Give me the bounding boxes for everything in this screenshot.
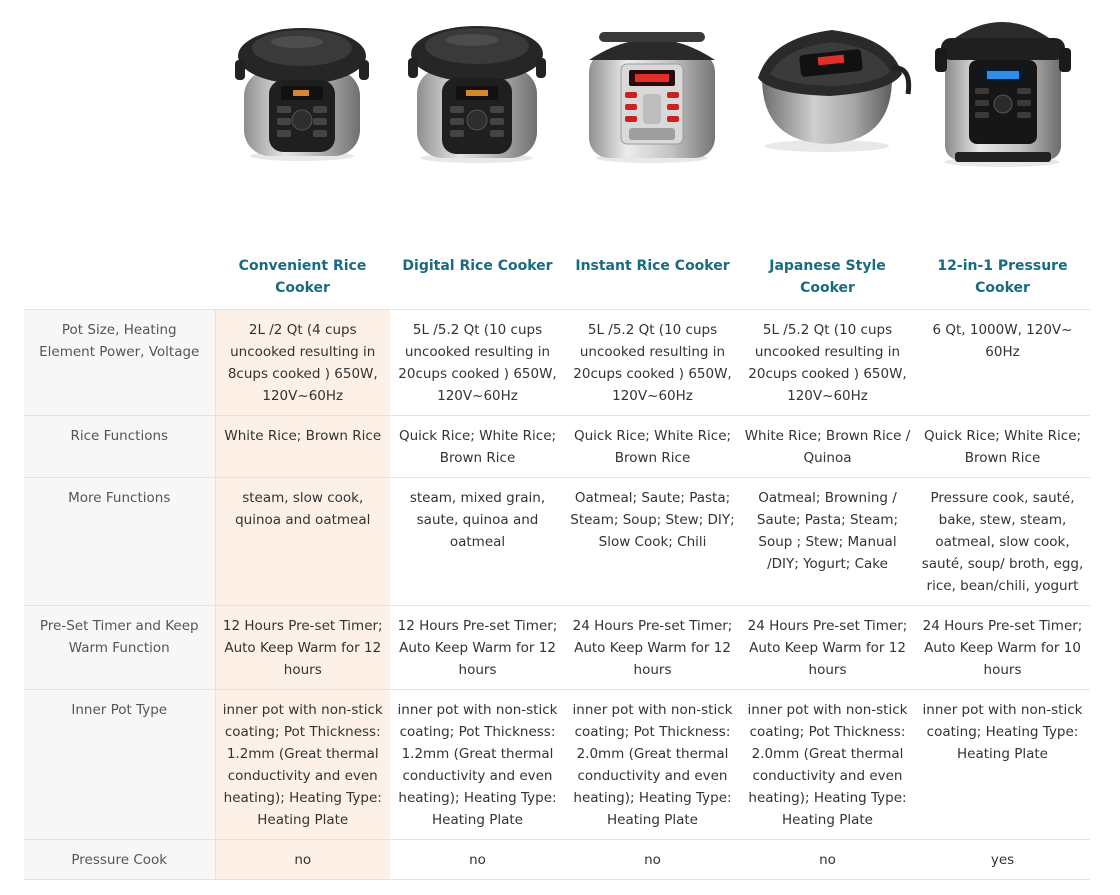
table-cell: 5L /5.2 Qt (10 cups uncooked resulting in 20cups cooked ) 650W, 120V~60Hz (565, 310, 740, 416)
rice-cooker-image[interactable] (215, 8, 390, 168)
table-cell: steam, slow cook, quinoa and oatmeal (215, 478, 390, 606)
row-label: Pre-Set Timer and Keep Warm Function (24, 606, 215, 690)
pressure-cooker-image[interactable] (915, 8, 1090, 168)
rice-cooker-image[interactable] (740, 8, 915, 168)
table-cell: no (215, 840, 390, 880)
table-cell: 5L /5.2 Qt (10 cups uncooked resulting in 20cups cooked ) 650W, 120V~60Hz (390, 310, 565, 416)
table-cell: 24 Hours Pre-set Timer; Auto Keep Warm for 10 hours (915, 606, 1090, 690)
row-label: Rice Functions (24, 416, 215, 478)
table-cell: 24 Hours Pre-set Timer; Auto Keep Warm for 12 hours (565, 606, 740, 690)
table-cell: inner pot with non-stick coating; Heating Type: Heating Plate (915, 690, 1090, 840)
row-label: Inner Pot Type (24, 690, 215, 840)
row-label: Pressure Cook (24, 840, 215, 880)
table-cell: Quick Rice; White Rice; Brown Rice (915, 416, 1090, 478)
table-cell: 12 Hours Pre-set Timer; Auto Keep Warm for 12 hours (215, 606, 390, 690)
table-row (24, 840, 1090, 880)
table-cell: Oatmeal; Browning / Saute; Pasta; Steam; Soup ; Stew; Manual /DIY; Yogurt; Cake (740, 478, 915, 606)
product-title[interactable]: Convenient Rice Cooker (238, 258, 367, 296)
rice-cooker-image[interactable] (390, 8, 565, 168)
table-cell: 24 Hours Pre-set Timer; Auto Keep Warm for 12 hours (740, 606, 915, 690)
table-cell: Pressure cook, sauté, bake, stew, steam, oatmeal, slow cook, sauté, soup/ broth, egg, rice, bean/chili, yogurt (915, 478, 1090, 606)
table-cell: steam, mixed grain, saute, quinoa and oatmeal (390, 478, 565, 606)
table-cell: no (565, 840, 740, 880)
table-row (24, 310, 1090, 416)
table-cell: Quick Rice; White Rice; Brown Rice (565, 416, 740, 478)
table-cell: inner pot with non-stick coating; Pot Thickness: 1.2mm (Great thermal conductivity and even heating); Heating Type: Heating Plate (215, 690, 390, 840)
table-cell: 5L /5.2 Qt (10 cups uncooked resulting in 20cups cooked ) 650W, 120V~60Hz (740, 310, 915, 416)
table-cell: 12 Hours Pre-set Timer; Auto Keep Warm for 12 hours (390, 606, 565, 690)
product-images-row (215, 0, 1090, 245)
product-titles-row (215, 255, 1090, 305)
rice-cooker-image[interactable] (565, 8, 740, 168)
row-label: Pot Size, Heating Element Power, Voltage (24, 310, 215, 416)
row-label: More Functions (24, 478, 215, 606)
table-cell: White Rice; Brown Rice (215, 416, 390, 478)
table-cell: 6 Qt, 1000W, 120V~ 60Hz (915, 310, 1090, 416)
table-cell: no (740, 840, 915, 880)
table-cell: 2L /2 Qt (4 cups uncooked resulting in 8cups cooked ) 650W, 120V~60Hz (215, 310, 390, 416)
product-title[interactable]: Japanese Style Cooker (769, 258, 886, 296)
product-title[interactable]: Digital Rice Cooker (402, 258, 553, 274)
table-cell: inner pot with non-stick coating; Pot Thickness: 1.2mm (Great thermal conductivity and even heating); Heating Type: Heating Plate (390, 690, 565, 840)
comparison-table (24, 309, 1090, 880)
table-cell: yes (915, 840, 1090, 880)
product-title[interactable]: 12-in-1 Pressure Cooker (937, 258, 1068, 296)
table-row (24, 416, 1090, 478)
table-cell: inner pot with non-stick coating; Pot Thickness: 2.0mm (Great thermal conductivity and even heating); Heating Type: Heating Plate (740, 690, 915, 840)
product-title[interactable]: Instant Rice Cooker (575, 258, 730, 274)
table-cell: inner pot with non-stick coating; Pot Thickness: 2.0mm (Great thermal conductivity and even heating); Heating Type: Heating Plate (565, 690, 740, 840)
table-cell: White Rice; Brown Rice / Quinoa (740, 416, 915, 478)
table-cell: Oatmeal; Saute; Pasta; Steam; Soup; Stew; DIY; Slow Cook; Chili (565, 478, 740, 606)
table-row (24, 690, 1090, 840)
table-cell: Quick Rice; White Rice; Brown Rice (390, 416, 565, 478)
table-cell: no (390, 840, 565, 880)
table-row (24, 606, 1090, 690)
table-row (24, 478, 1090, 606)
